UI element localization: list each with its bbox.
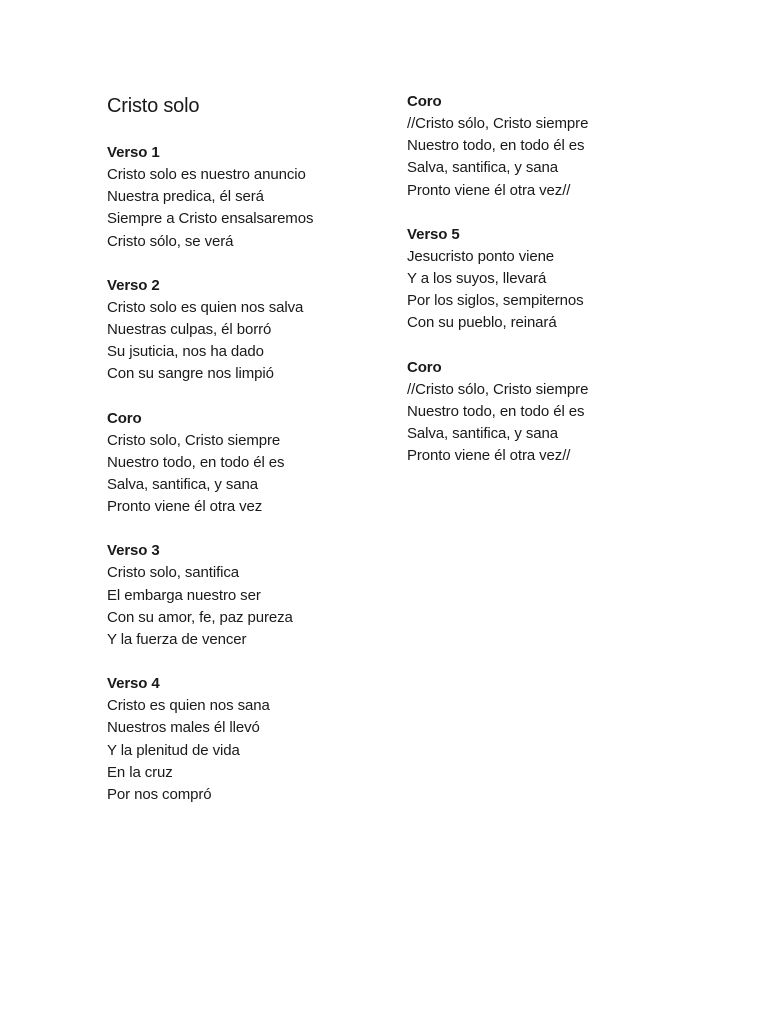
lyric-line: Por nos compró [107,786,212,804]
lyric-line: El embarga nuestro ser [107,586,261,604]
stanza [107,275,407,386]
stanza-heading: Verso 5 [407,225,460,243]
lyric-line: Y la fuerza de vencer [107,631,247,649]
lyric-line: Cristo solo, Cristo siempre [107,431,281,449]
lyric-line: Siempre a Cristo ensalsaremos [107,210,314,228]
stanza-heading: Verso 4 [107,675,160,693]
stanza [107,540,407,651]
lyric-line: Cristo solo es quien nos salva [107,298,304,316]
lyric-line: Su jsuticia, nos ha dado [107,343,264,361]
lyric-line: Nuestros males él llevó [107,719,260,737]
stanza [107,408,407,519]
lyric-line: Nuestro todo, en todo él es [407,137,585,155]
stanza-heading: Coro [107,409,142,427]
lyric-line: Por los siglos, sempiternos [407,292,584,310]
stanza-heading: Coro [407,358,442,376]
lyric-line: Cristo solo es nuestro anuncio [107,166,306,183]
document-title: Cristo solo [107,95,200,117]
stanza-heading: Verso 3 [107,542,160,560]
stanza [107,142,407,253]
lyric-line: En la cruz [107,763,173,781]
lyric-line: Nuestras culpas, él borró [107,321,272,339]
lyric-line: Jesucristo ponto viene [407,247,555,265]
stanza [407,357,707,468]
lyric-line: Con su amor, fe, paz pureza [107,608,293,626]
lyric-line: Pronto viene él otra vez [107,498,263,516]
lyric-line: Con su sangre nos limpió [107,365,274,383]
stanza-heading: Coro [407,93,442,110]
lyric-line: //Cristo sólo, Cristo siempre [407,380,589,398]
lyric-line: Salva, santifica, y sana [407,425,559,443]
lyric-line: Y la plenitud de vida [107,741,240,759]
lyric-line: Cristo solo, santifica [107,564,240,582]
lyric-line: Pronto viene él otra vez// [407,447,571,465]
stanza [407,224,707,335]
lyric-line: Nuestro todo, en todo él es [107,453,285,471]
lyric-line: Cristo sólo, se verá [107,232,234,250]
lyric-line: Pronto viene él otra vez// [407,181,571,199]
stanza [107,673,407,806]
stanza-heading: Verso 1 [107,144,160,161]
lyric-line: Salva, santifica, y sana [407,159,559,177]
lyric-line: //Cristo sólo, Cristo siempre [407,115,589,132]
lyric-line: Nuestra predica, él será [107,188,264,206]
lyric-line: Nuestro todo, en todo él es [407,402,585,420]
lyric-line: Salva, santifica, y sana [107,476,259,494]
lyric-line: Y a los suyos, llevará [407,270,547,288]
stanza-heading: Verso 2 [107,276,160,294]
lyric-line: Con su pueblo, reinará [407,314,557,332]
lyric-line: Cristo es quien nos sana [107,697,270,715]
left-column [107,142,407,828]
right-column [407,91,707,489]
stanza [407,91,707,202]
